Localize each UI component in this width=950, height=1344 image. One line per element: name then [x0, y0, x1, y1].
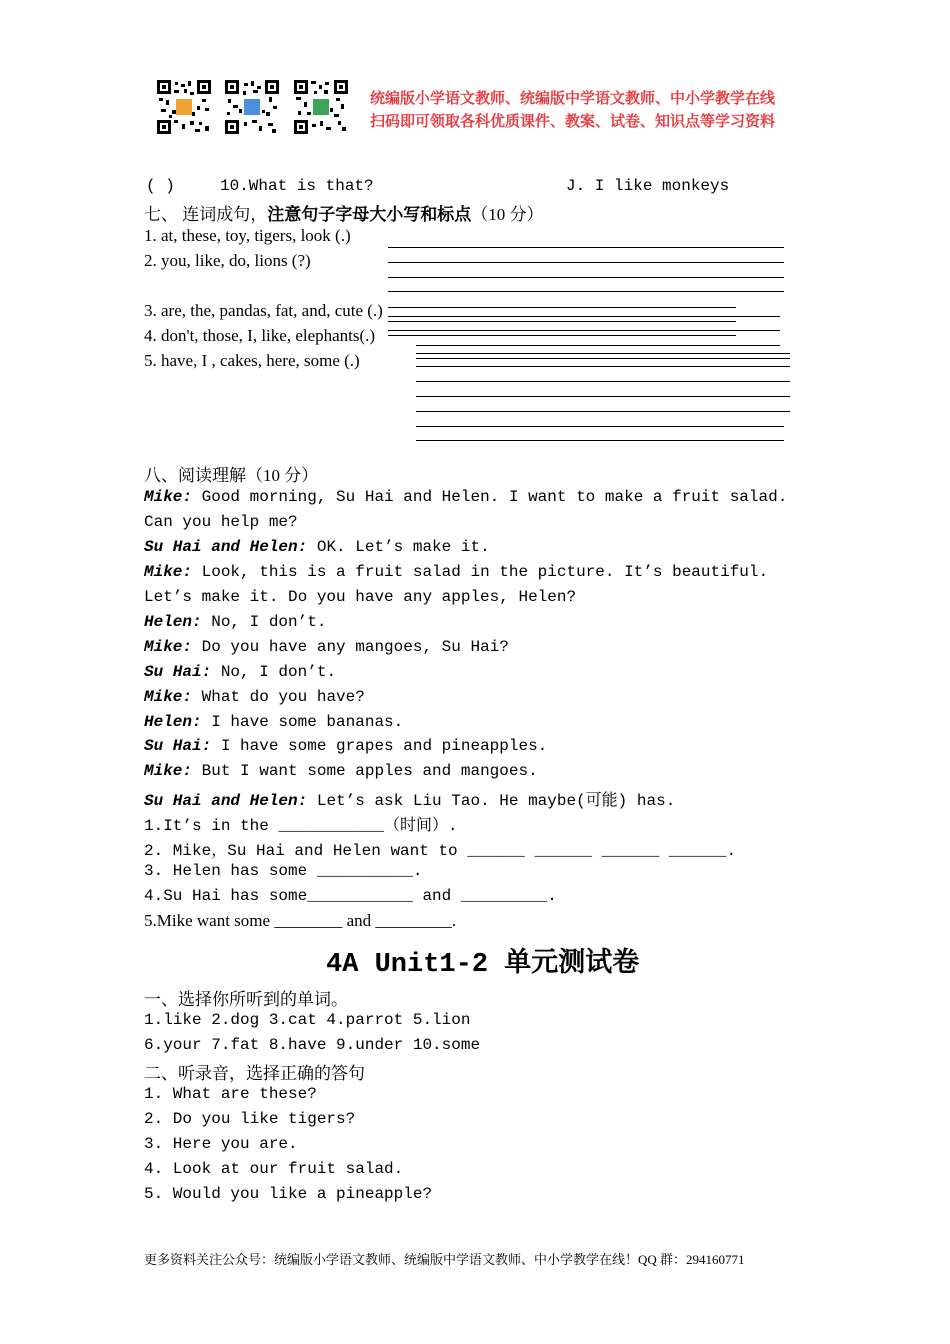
answer-line[interactable]: [416, 345, 780, 346]
banner-line-1: 统编版小学语文教师、统编版中学语文教师、中小学教学在线: [370, 89, 776, 107]
page-title: 4A Unit1-2 单元测试卷: [326, 950, 640, 980]
part-2-item-1: 1. What are these?: [144, 1085, 317, 1103]
sentence-item-5: 5. have, I , cakes, here, some (.): [144, 351, 360, 370]
speaker-name: Mike:: [144, 563, 193, 581]
part-2-item-3: 3. Here you are.: [144, 1135, 298, 1153]
section-7-heading: [144, 200, 544, 225]
reading-question-2: 2. Mike，Su Hai and Helen want to ______ ______ ______ ______.: [144, 842, 737, 860]
sentence-item-1: 1. at, these, toy, tigers, look (.): [144, 226, 351, 245]
speaker-name: Helen:: [144, 613, 202, 631]
speaker-name: Mike:: [144, 762, 193, 780]
dialogue-line: [144, 713, 403, 731]
reading-question-4: 4.Su Hai has some___________ and _________.: [144, 887, 557, 905]
answer-line[interactable]: [416, 358, 790, 359]
answer-line[interactable]: [388, 307, 736, 308]
answer-line[interactable]: [388, 262, 784, 263]
dialogue-line: [144, 663, 336, 681]
dialogue-line: [144, 638, 509, 656]
dialogue-line: [144, 613, 326, 631]
qr-code-icon: [157, 80, 211, 134]
dialogue-line: [144, 513, 298, 531]
dialogue-text: Good morning, Su Hai and Helen. I want to make a fruit salad.: [192, 488, 788, 506]
part-1-words-row-1: 1.like 2.dog 3.cat 4.parrot 5.lion: [144, 1011, 471, 1029]
part-2-item-2: 2. Do you like tigers?: [144, 1110, 356, 1128]
speaker-name: Mike:: [144, 688, 193, 706]
sentence-item-2: 2. you, like, do, lions (?): [144, 251, 311, 270]
dialogue-text: I have some grapes and pineapples.: [211, 737, 548, 755]
answer-line[interactable]: [388, 321, 736, 322]
answer-line[interactable]: [416, 426, 784, 427]
dialogue-line: [144, 488, 787, 506]
part-2-item-5: 5. Would you like a pineapple?: [144, 1185, 433, 1203]
section-7-heading-score: （10 分）: [471, 205, 544, 224]
dialogue-text: I have some bananas.: [201, 713, 404, 731]
speaker-name: Su Hai and Helen:: [144, 792, 308, 810]
section-7-heading-bold: 注意句子字母大小写和标点: [267, 205, 472, 224]
part-2-item-4: 4. Look at our fruit salad.: [144, 1160, 404, 1178]
dialogue-text: Can you help me?: [144, 513, 298, 531]
dialogue-text: No, I don’t.: [211, 663, 337, 681]
answer-line[interactable]: [388, 277, 784, 278]
reading-question-5: 5.Mike want some ________ and _________.: [144, 911, 457, 930]
answer-line[interactable]: [416, 353, 790, 354]
answer-line[interactable]: [416, 440, 784, 441]
dialogue-line: [144, 762, 538, 780]
sentence-item-4: 4. don't, those, I, like, elephants(.): [144, 326, 376, 345]
part-1-heading: 一、选择你所听到的单词。: [144, 990, 348, 1009]
speaker-name: Su Hai:: [144, 737, 212, 755]
question-10: 10.What is that?: [220, 177, 374, 195]
dialogue-text: But I want some apples and mangoes.: [192, 762, 538, 780]
dialogue-text: No, I don’t.: [201, 613, 327, 631]
answer-line[interactable]: [388, 335, 736, 336]
option-j: J. I like monkeys: [566, 177, 730, 195]
part-1-words-row-2: 6.your 7.fat 8.have 9.under 10.some: [144, 1036, 481, 1054]
section-8-heading: 八、阅读理解（10 分）: [144, 466, 319, 485]
answer-line[interactable]: [416, 381, 790, 382]
speaker-name: Su Hai:: [144, 663, 212, 681]
section-7-heading-plain: 七、 连词成句，: [144, 205, 268, 224]
page-footer: 更多资料关注公众号：统编版小学语文教师、统编版中学语文教师、中小学教学在线！QQ 群：294160771: [144, 1252, 745, 1267]
speaker-name: Mike:: [144, 488, 193, 506]
dialogue-text: Let’s ask Liu Tao. He maybe(可能) has.: [307, 792, 676, 810]
dialogue-text: OK. Let’s make it.: [307, 538, 490, 556]
answer-paren: ( ): [146, 177, 175, 195]
dialogue-text: Let’s make it. Do you have any apples, Helen?: [144, 588, 577, 606]
answer-line[interactable]: [416, 366, 790, 367]
answer-line[interactable]: [388, 330, 780, 331]
part-2-heading: 二、听录音，选择正确的答句: [144, 1064, 365, 1083]
answer-line[interactable]: [388, 247, 784, 248]
dialogue-text: Look, this is a fruit salad in the picture. It’s beautiful.: [192, 563, 769, 581]
reading-question-3: 3. Helen has some __________.: [144, 862, 423, 880]
answer-line[interactable]: [388, 291, 784, 292]
dialogue-text: What do you have?: [192, 688, 365, 706]
qr-code-icon: [294, 80, 348, 134]
reading-question-1: 1.It’s in the ___________（时间）.: [144, 817, 458, 835]
dialogue-line: [144, 737, 547, 755]
answer-line[interactable]: [416, 396, 790, 397]
dialogue-line: [144, 688, 365, 706]
dialogue-line: [144, 538, 490, 556]
qr-code-icon: [225, 80, 279, 134]
speaker-name: Mike:: [144, 638, 193, 656]
speaker-name: Helen:: [144, 713, 202, 731]
sentence-item-3: 3. are, the, pandas, fat, and, cute (.): [144, 301, 383, 320]
dialogue-line: [144, 588, 576, 606]
speaker-name: Su Hai and Helen:: [144, 538, 308, 556]
answer-line[interactable]: [388, 316, 780, 317]
dialogue-line: [144, 787, 675, 810]
banner-line-2: 扫码即可领取各科优质课件、教案、试卷、知识点等学习资料: [370, 112, 776, 130]
dialogue-text: Do you have any mangoes, Su Hai?: [192, 638, 509, 656]
answer-line[interactable]: [416, 411, 790, 412]
dialogue-line: [144, 563, 768, 581]
